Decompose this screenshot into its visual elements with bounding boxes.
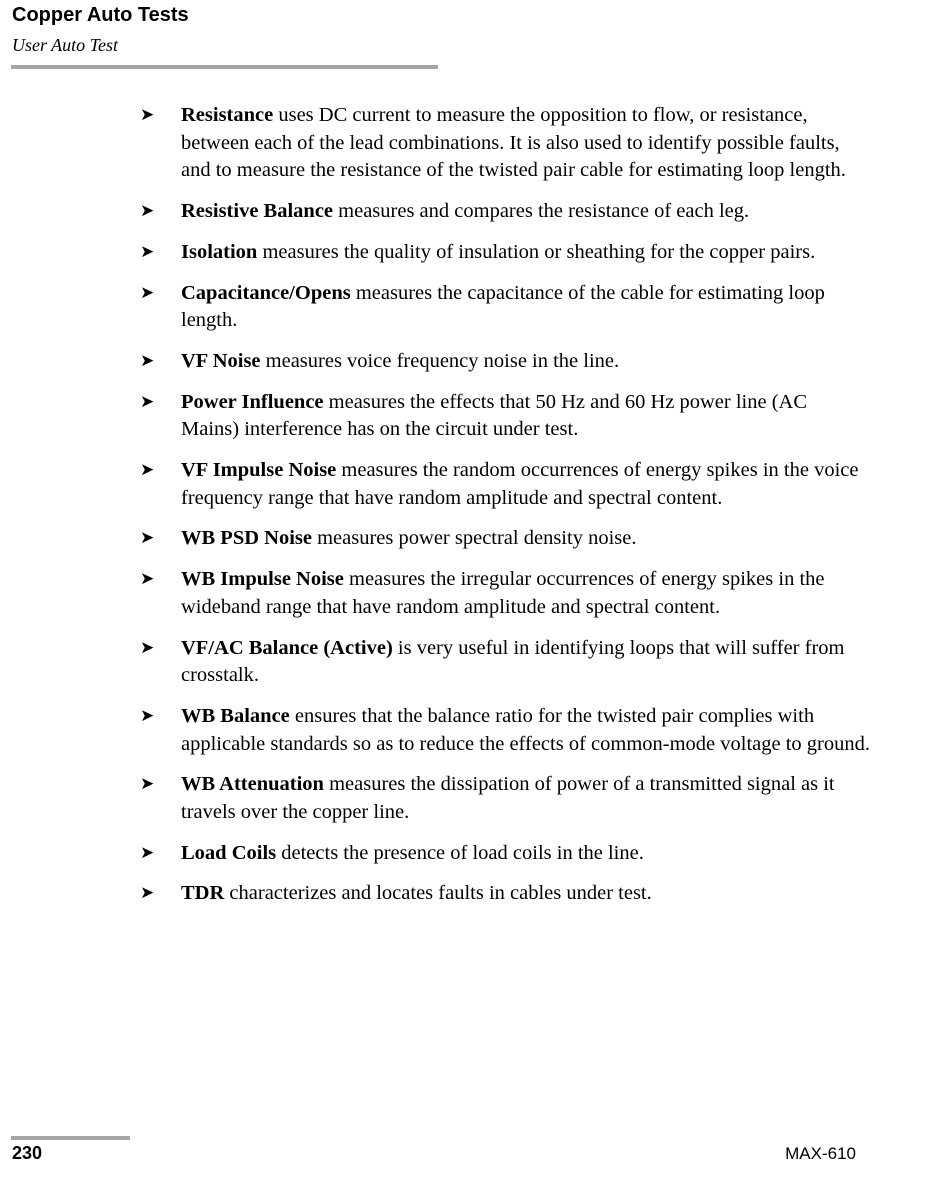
bullet-arrow-icon: ➤ [140, 201, 155, 222]
list-item-text [181, 771, 870, 826]
list-item-description: ensures that the balance ratio for the twisted pair complies with applicable standards so as to reduce the effects of common-mode voltage to ground. [181, 704, 871, 755]
list-item-description: measures the quality of insulation or sheathing for the copper pairs. [257, 240, 816, 263]
list-item-term: Load Coils [181, 841, 277, 864]
list-item-description: measures power spectral density noise. [311, 527, 637, 550]
list-item-text [181, 880, 870, 908]
list-item-description: measures the dissipation of power of a transmitted signal as it travels over the copper line. [181, 773, 835, 824]
list-item-text [181, 280, 870, 335]
list-item-text [181, 457, 870, 512]
list-item-description: measures and compares the resistance of each leg. [333, 200, 750, 223]
list-item-text [181, 102, 870, 185]
list-item-description: detects the presence of load coils in the line. [276, 841, 644, 864]
product-name: MAX-610 [785, 1144, 856, 1163]
bullet-arrow-icon: ➤ [140, 105, 155, 125]
list-item-term: VF/AC Balance (Active) [181, 636, 393, 659]
bullet-arrow-icon: ➤ [140, 705, 155, 726]
list-item-load-coils [140, 840, 870, 868]
list-item-isolation [140, 239, 870, 267]
list-item-term: Resistance [181, 104, 274, 126]
list-item-wb-psd-noise [140, 525, 870, 553]
list-item-description: measures the effects that 50 Hz and 60 Hz power line (AC Mains) interference has on the circuit under test. [181, 390, 808, 441]
list-item-tdr [140, 880, 870, 908]
list-item-text [181, 525, 870, 553]
list-item-description: is very useful in identifying loops that will suffer from crosstalk. [181, 636, 845, 687]
list-item-text [181, 389, 870, 444]
list-item-description: measures the capacitance of the cable for estimating loop length. [181, 281, 825, 332]
list-item-resistive-balance [140, 198, 870, 226]
list-item-description: characterizes and locates faults in cables under test. [224, 882, 652, 905]
list-item-text [181, 635, 870, 690]
page-header-title: Copper Auto Tests [12, 4, 189, 26]
bullet-arrow-icon: ➤ [140, 842, 155, 863]
list-item-term: WB Balance [181, 704, 290, 727]
test-description-list [140, 102, 870, 921]
bullet-arrow-icon: ➤ [140, 637, 155, 658]
bullet-arrow-icon: ➤ [140, 774, 155, 795]
list-item-vf-impulse-noise [140, 457, 870, 512]
list-item-term: TDR [181, 882, 225, 905]
list-item-wb-impulse-noise [140, 566, 870, 621]
list-item-description: measures the random occurrences of energy spikes in the voice frequency range that have random amplitude and spectral content. [181, 459, 859, 509]
bullet-arrow-icon: ➤ [140, 528, 155, 549]
list-item-term: WB PSD Noise [181, 527, 312, 550]
list-item-description: uses DC current to measure the opposition to flow, or resistance, between each of the lead combinations. It is also used to identify possible faults, and to measure the resistance of the twisted pair cable for estimating loop length. [181, 104, 846, 182]
bullet-arrow-icon: ➤ [140, 241, 155, 262]
list-item-vf-ac-balance [140, 635, 870, 690]
list-item-power-influence [140, 389, 870, 444]
list-item-text [181, 348, 870, 376]
list-item-term: Power Influence [181, 390, 324, 413]
list-item-text [181, 198, 870, 226]
list-item-vf-noise [140, 348, 870, 376]
list-item-resistance [140, 102, 870, 185]
list-item-text [181, 840, 870, 868]
list-item-description: measures voice frequency noise in the line. [260, 349, 620, 372]
bullet-arrow-icon: ➤ [140, 569, 155, 590]
list-item-term: VF Impulse Noise [181, 459, 337, 482]
list-item-term: WB Impulse Noise [181, 568, 344, 591]
bullet-arrow-icon: ➤ [140, 350, 155, 371]
list-item-term: WB Attenuation [181, 773, 324, 796]
list-item-wb-attenuation [140, 771, 870, 826]
list-item-term: Capacitance/Opens [181, 281, 351, 304]
list-item-text [181, 239, 870, 267]
header-divider [11, 65, 438, 69]
list-item-wb-balance [140, 703, 870, 758]
list-item-term: VF Noise [181, 349, 261, 372]
page-header-subtitle: User Auto Test [12, 35, 119, 55]
bullet-arrow-icon: ➤ [140, 391, 155, 412]
list-item-text [181, 703, 870, 758]
list-item-description: measures the irregular occurrences of energy spikes in the wideband range that have random amplitude and spectral content. [181, 568, 825, 618]
list-item-term: Isolation [181, 240, 258, 263]
list-item-text [181, 566, 870, 621]
page-number: 230 [12, 1143, 43, 1163]
bullet-arrow-icon: ➤ [140, 282, 155, 303]
list-item-term: Resistive Balance [181, 200, 334, 223]
footer-divider [11, 1136, 130, 1140]
bullet-arrow-icon: ➤ [140, 460, 155, 481]
bullet-arrow-icon: ➤ [140, 883, 155, 904]
list-item-capacitance-opens [140, 280, 870, 335]
